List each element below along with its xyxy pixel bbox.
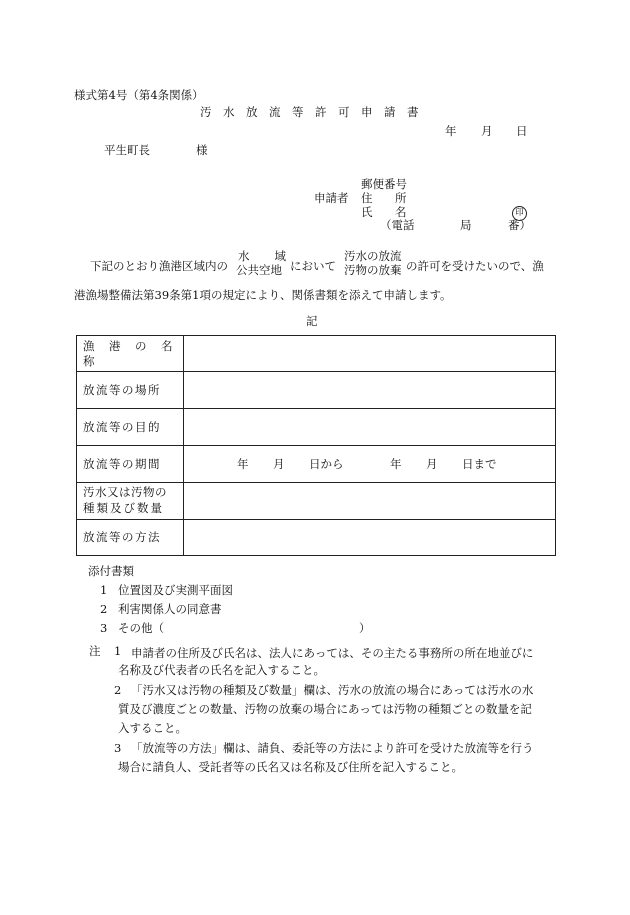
purpose-label: 放流等の目的 [77, 409, 184, 446]
attachment-item-3-close: ） [359, 621, 371, 635]
date-day-label: 日 [516, 124, 528, 138]
seal-label: 印 [512, 206, 527, 221]
address-label-1: 住 [361, 191, 373, 205]
note-no-3: 3 [114, 741, 122, 755]
note-1-line2: 名称及び代表者の氏名を記入すること。 [118, 663, 325, 677]
table-row [77, 336, 556, 372]
table-row [77, 409, 556, 446]
attachment-no-3: 3 [100, 621, 108, 635]
harbor-name-label: 漁 港 の 名 称 [77, 336, 184, 372]
page-title: 汚 水 放 流 等 許 可 申 請 書 [200, 105, 419, 119]
table-row [77, 446, 556, 483]
harbor-name-value[interactable] [184, 336, 556, 372]
phone-station-label: 局 [460, 218, 472, 232]
attachment-item-1: 位置図及び実測平面図 [118, 583, 233, 597]
area-choice-water-2: 域 [274, 249, 286, 263]
period-from-day: 日から [309, 456, 344, 471]
area-choice-water-1: 水 [238, 249, 250, 263]
phone-number-close-label: 番） [508, 218, 531, 232]
attachment-item-3: その他（ [118, 621, 164, 635]
phone-open-label: （電話 [380, 218, 415, 232]
note-no-2: 2 [114, 683, 122, 697]
body-post: の許可を受けたいので、漁 [406, 259, 544, 273]
table-row [77, 520, 556, 556]
addressee-name: 平生町長 [104, 143, 150, 157]
purpose-value[interactable] [184, 409, 556, 446]
note-no-1: 1 [114, 644, 122, 658]
postal-code-label: 郵便番号 [361, 177, 407, 191]
period-to-month: 月 [426, 456, 438, 471]
name-label-1: 氏 [361, 205, 373, 219]
table-row [77, 483, 556, 520]
period-from-month: 月 [273, 456, 285, 471]
area-choice [236, 249, 288, 278]
body-line2: 港漁場整備法第39条第1項の規定により、関係書類を添えて申請します。 [74, 288, 452, 302]
note-2-line3: 入すること。 [118, 721, 187, 735]
method-value[interactable] [184, 520, 556, 556]
application-table [76, 335, 556, 556]
act-choice-sewage: 汚水の放流 [344, 249, 402, 263]
note-1 [131, 644, 533, 663]
address-label-2: 所 [395, 191, 407, 205]
act-choice-waste: 汚物の放棄 [344, 263, 402, 278]
place-value[interactable] [184, 372, 556, 409]
body-pre: 下記のとおり漁港区域内の [90, 259, 228, 273]
note-2-line2: 質及び濃度ごとの数量、汚物の放棄の場合にあっては汚物の種類ごとの数量を記 [118, 702, 532, 716]
note-3-line2: 場合に請負人、受託者等の氏名又は名称及び住所を記入すること。 [118, 760, 463, 774]
note-1-line1: 申請者の住所及び氏名は、法人にあっては、その主たる事務所の所在地並びに [131, 646, 534, 660]
form-number: 様式第4号（第4条関係） [74, 88, 204, 102]
type-quantity-label-line2: 種類及び数量 [83, 501, 164, 515]
period-to-day: 日まで [462, 456, 497, 471]
note-3-line1: 「放流等の方法」欄は、請負、委託等の方法により許可を受けた放流等を行う [131, 741, 534, 755]
period-to-year: 年 [390, 456, 402, 471]
date-year-label: 年 [445, 124, 457, 138]
method-label: 放流等の方法 [77, 520, 184, 556]
addressee-honorific: 様 [196, 143, 208, 157]
applicant-label: 申請者 [314, 191, 349, 205]
area-choice-public-space: 公共空地 [236, 263, 282, 278]
attachment-no-1: 1 [100, 583, 108, 597]
attachment-no-2: 2 [100, 602, 108, 616]
type-quantity-value[interactable] [184, 483, 556, 520]
body-mid: において [290, 259, 336, 273]
name-label-2: 名 [395, 205, 407, 219]
ki-heading: 記 [306, 314, 318, 328]
date-month-label: 月 [481, 124, 493, 138]
period-from-year: 年 [237, 456, 249, 471]
note-2-line1: 「汚水又は汚物の種類及び数量」欄は、汚水の放流の場合にあっては汚水の水 [131, 683, 534, 697]
period-label: 放流等の期間 [77, 446, 184, 483]
attachments-heading: 添付書類 [88, 564, 134, 578]
attachment-item-2: 利害関係人の同意書 [118, 602, 222, 616]
table-row [77, 372, 556, 409]
act-choice [344, 249, 402, 278]
type-quantity-label-line1: 汚水又は汚物の [83, 485, 167, 500]
notes-label: 注 [89, 644, 101, 658]
period-value[interactable] [184, 446, 556, 483]
type-quantity-label [77, 483, 184, 520]
place-label: 放流等の場所 [77, 372, 184, 409]
